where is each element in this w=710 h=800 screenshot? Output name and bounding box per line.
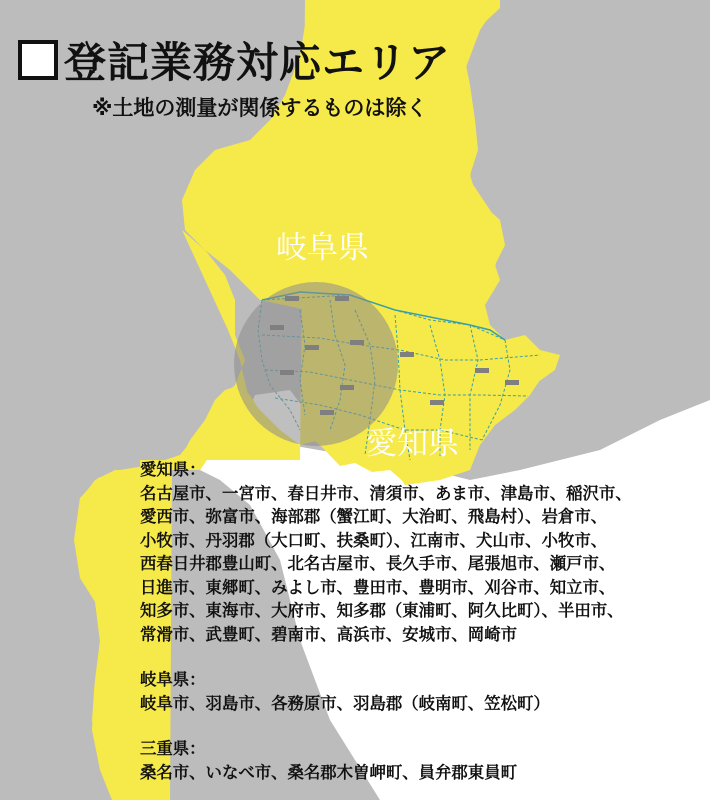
area-line: 知多市、東海市、大府市、知多郡（東浦町、阿久比町）、半田市、 xyxy=(140,601,624,620)
page-title xyxy=(18,30,451,90)
area-line: 岐阜市、羽島市、各務原市、羽島郡（岐南町、笠松町） xyxy=(140,693,550,713)
map-label-gifu: 岐阜県 xyxy=(276,230,369,266)
checkbox-square-icon xyxy=(18,40,58,80)
area-line: 小牧市、丹羽郡（大口町、扶桑町）、江南市、犬山市、小牧市、 xyxy=(140,530,608,550)
area-line: 桑名市、いなべ市、桑名郡木曽岬町、員弁郡東員町 xyxy=(140,762,517,782)
map-label-aichi: 愛知県 xyxy=(366,426,459,462)
prefecture-heading-mie: 三重県： xyxy=(140,739,206,758)
title-text: 登記業務対応エリア xyxy=(64,38,452,87)
prefecture-heading-gifu: 岐阜県： xyxy=(140,670,206,689)
area-line: 日進市、東郷町、みよし市、豊田市、豊明市、刈谷市、知立市、 xyxy=(140,577,616,597)
area-line: 常滑市、武豊町、碧南市、高浜市、安城市、岡崎市 xyxy=(140,624,517,644)
area-line: 西春日井郡豊山町、北名古屋市、長久手市、尾張旭市、瀬戸市、 xyxy=(140,554,616,573)
area-line: 愛西市、弥富市、海部郡（蟹江町、大治町、飛島村）、岩倉市、 xyxy=(140,507,608,526)
prefecture-heading-aichi: 愛知県： xyxy=(140,460,206,479)
area-line: 名古屋市、一宮市、春日井市、清須市、あま市、津島市、稲沢市、 xyxy=(140,483,632,503)
page-subtitle: ※土地の測量が関係するものは除く xyxy=(92,96,428,120)
service-area-list xyxy=(140,458,632,784)
